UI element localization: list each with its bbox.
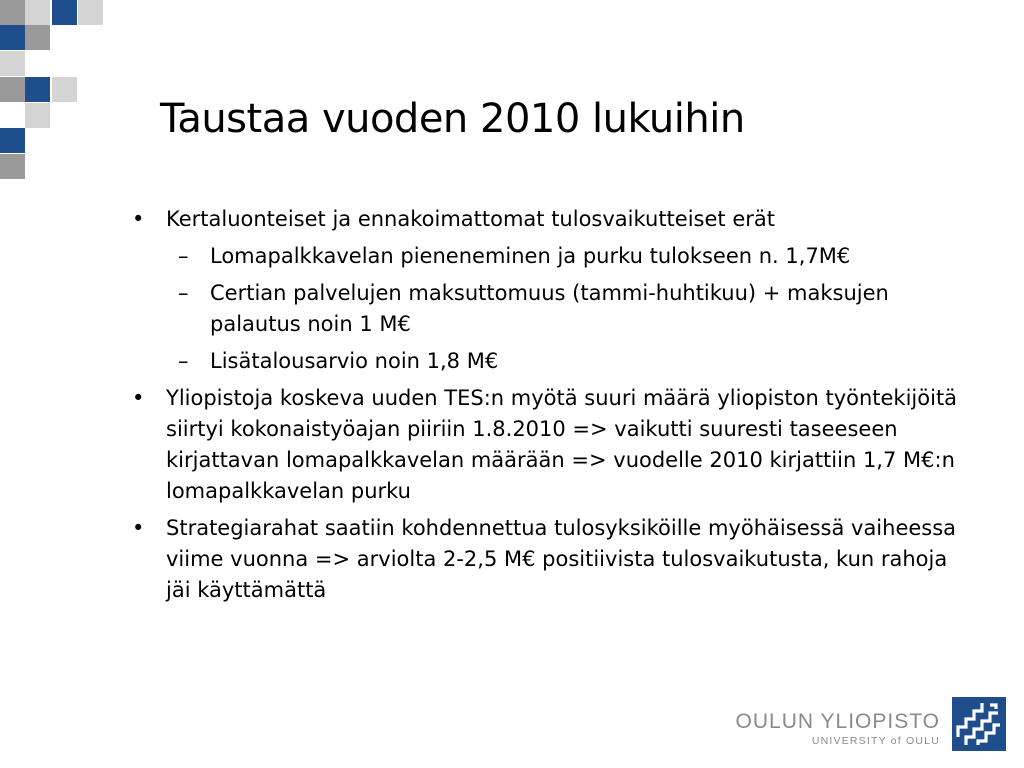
sub-bullet-text: Lisätalousarvio noin 1,8 M€ — [210, 349, 499, 373]
bullet-text: Yliopistoja koskeva uuden TES:n myötä suuri määrä yliopiston työntekijöitä siirtyi kokonaistyöajan piiriin 1.8.2010 => vaikutti suuresti taseeseen kirjattavan lomapalkkavelan määrään => vuodelle 2010 kirjattiin 1,7 M€:n lomapalkkavelan purku — [166, 386, 958, 503]
decor-square — [0, 154, 25, 179]
bullet-text: Strategiarahat saatiin kohdennettua tulosyksiköille myöhäisessä vaiheessa viime vuonna => arviolta 2-2,5 M€ positiivista tulosvaikutusta, kun rahoja jäi käyttämättä — [166, 516, 957, 602]
logo-name: OULUN YLIOPISTO — [735, 710, 940, 733]
sub-bullet-text: Certian palvelujen maksuttomuus (tammi-huhtikuu) + maksujen palautus noin 1 M€ — [210, 281, 889, 336]
decor-square — [0, 77, 25, 102]
decor-square — [0, 0, 25, 25]
decor-square — [78, 0, 103, 25]
decor-square — [52, 0, 77, 25]
decorative-squares — [0, 0, 110, 185]
bullet-item — [124, 513, 964, 606]
bullet-marker: • — [132, 207, 145, 231]
logo-subtitle: UNIVERSITY of OULU — [811, 735, 940, 747]
decor-square — [25, 103, 50, 128]
decor-square — [52, 77, 77, 102]
sub-bullet-item — [124, 278, 964, 340]
bullet-item — [124, 204, 964, 235]
bullet-marker: • — [132, 386, 145, 410]
slide-content — [124, 204, 964, 612]
bullet-item — [124, 383, 964, 507]
bullet-text: Kertaluonteiset ja ennakoimattomat tulosvaikutteiset erät — [166, 207, 775, 231]
decor-square — [25, 25, 50, 50]
sub-bullet-item — [124, 241, 964, 272]
decor-square — [0, 128, 25, 153]
sub-bullet-item — [124, 346, 964, 377]
sub-bullet-text: Lomapalkkavelan pieneneminen ja purku tulokseen n. 1,7M€ — [210, 244, 851, 268]
university-emblem-icon — [952, 697, 1006, 751]
decor-square — [25, 0, 50, 25]
dash-marker: – — [178, 281, 189, 305]
dash-marker: – — [178, 349, 189, 373]
bullet-marker: • — [132, 516, 145, 540]
dash-marker: – — [178, 244, 189, 268]
decor-square — [25, 77, 50, 102]
university-logo-text — [736, 710, 940, 748]
slide-title: Taustaa vuoden 2010 lukuihin — [160, 96, 745, 142]
decor-square — [0, 25, 25, 50]
decor-square — [0, 51, 25, 76]
